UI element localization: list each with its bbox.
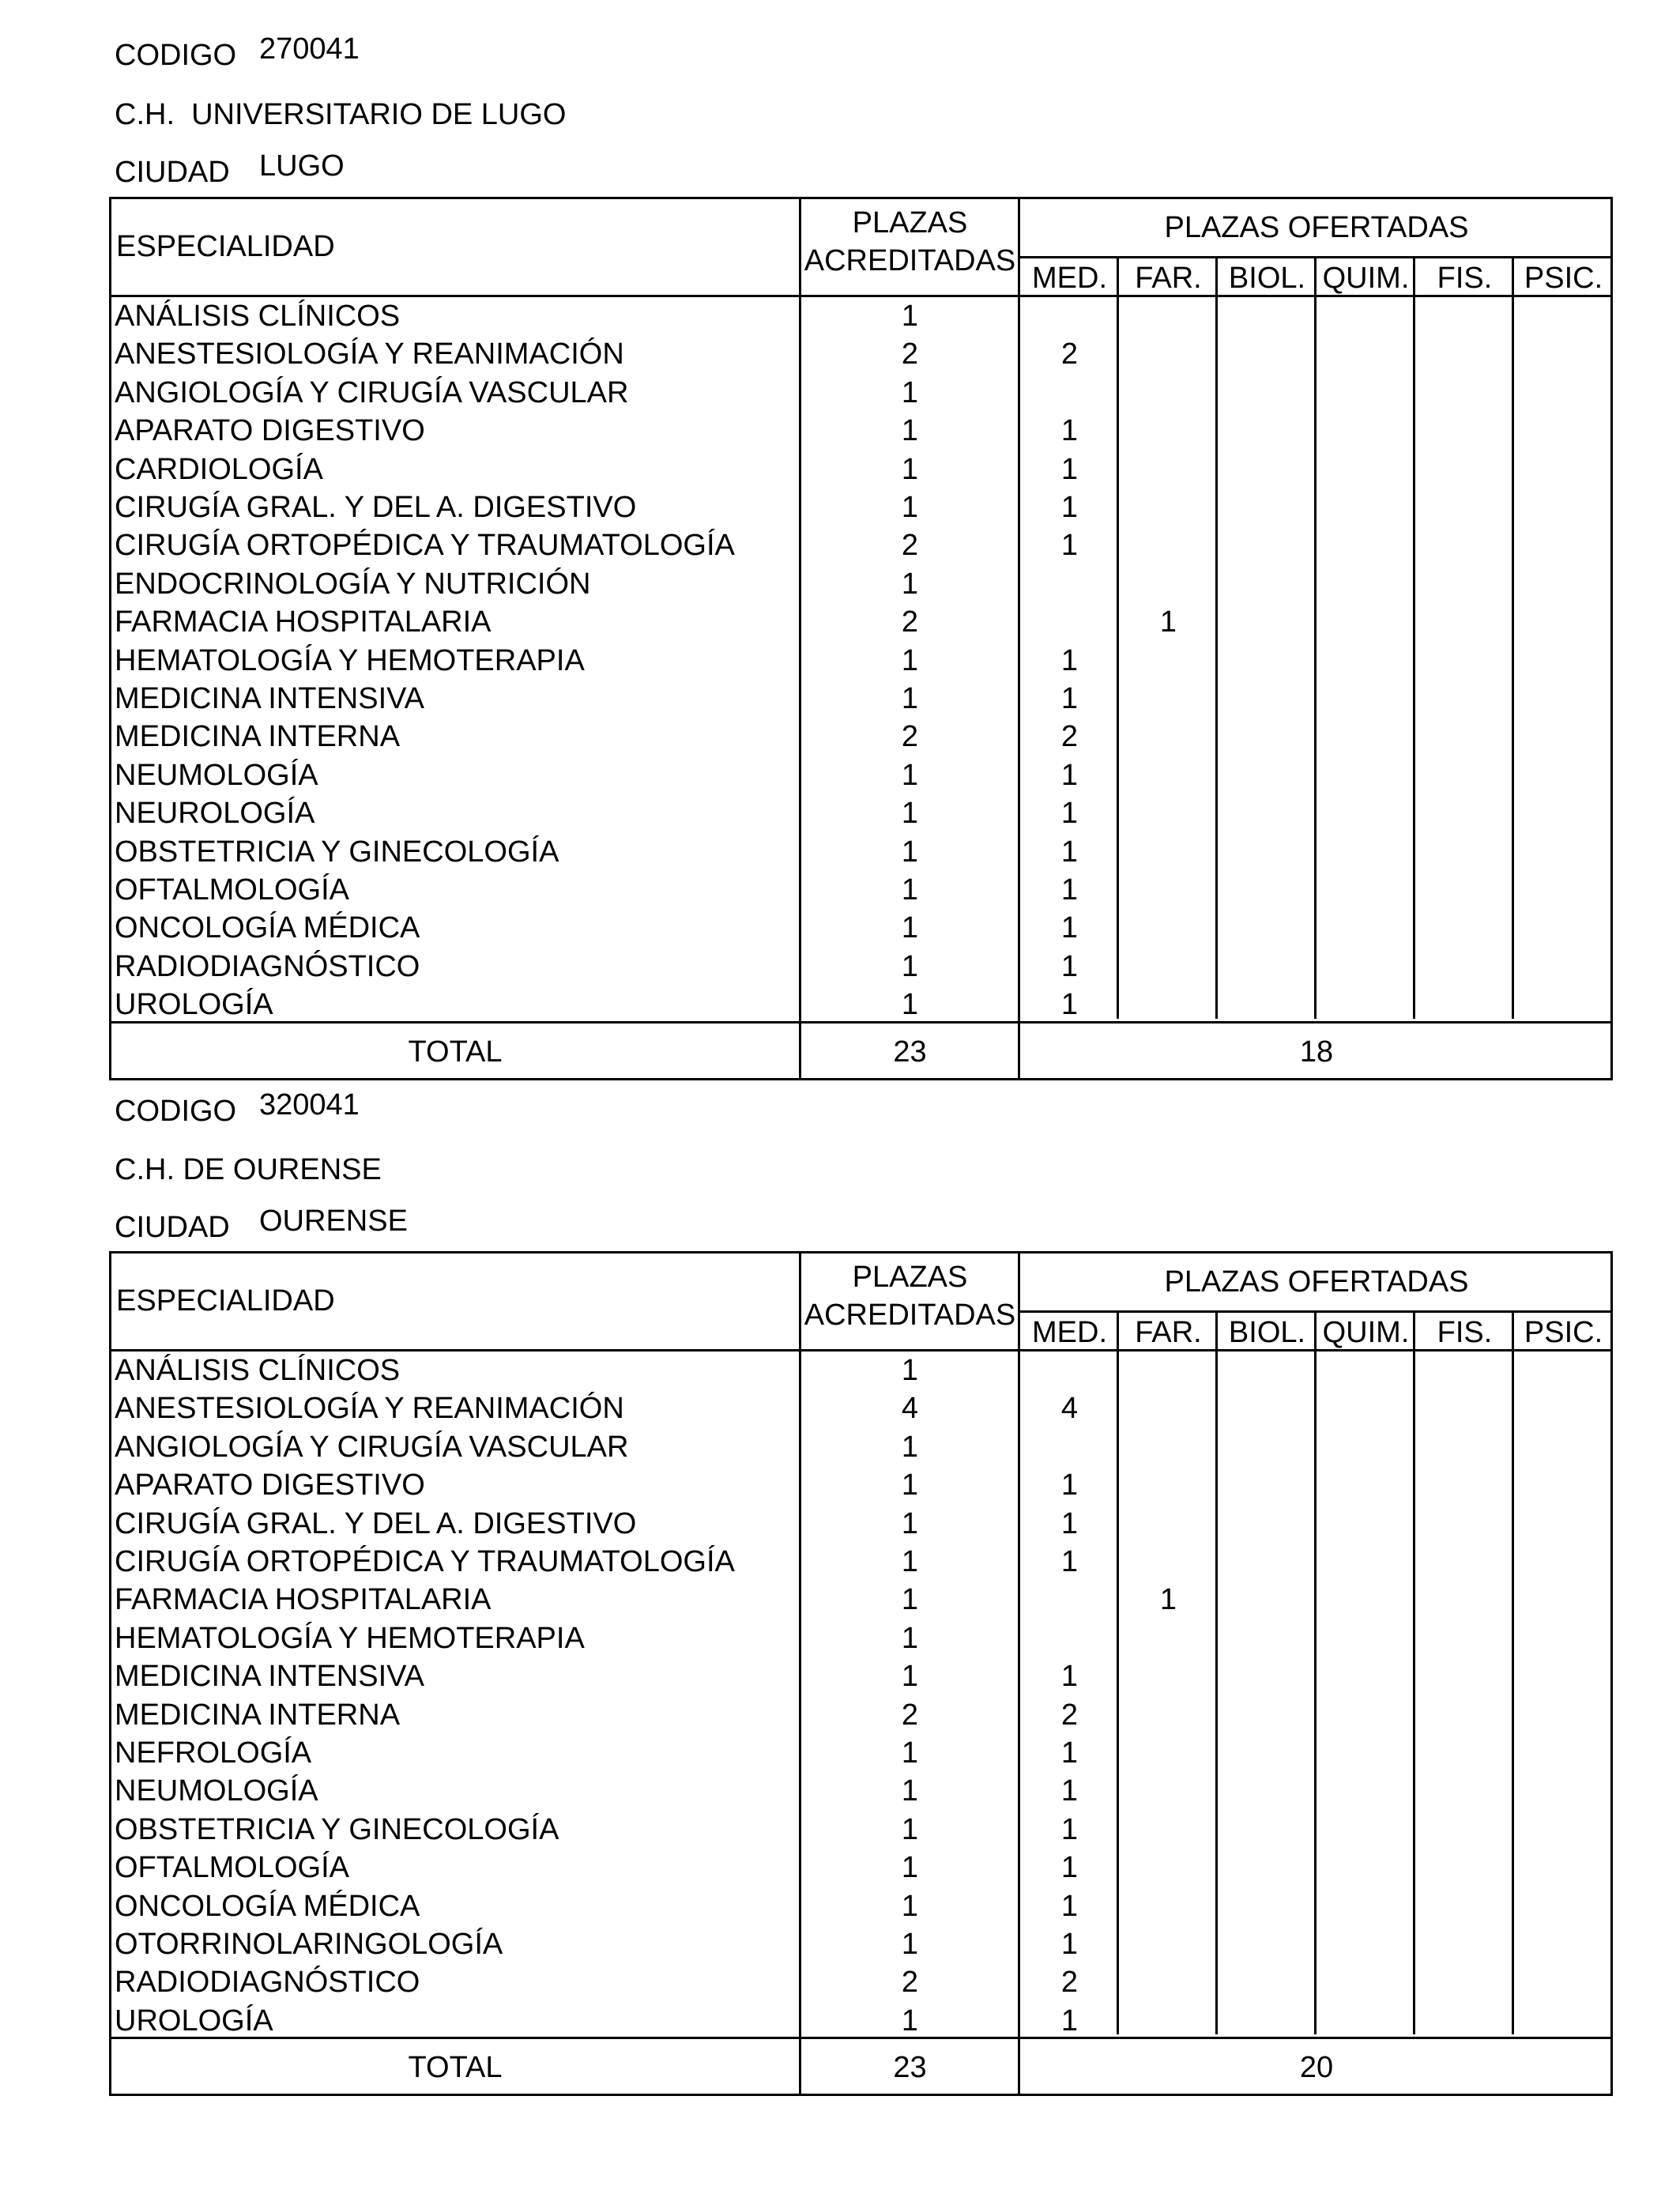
header-fis: FIS. [1437,1316,1493,1349]
far-value [1119,1657,1218,1695]
header-especialidad: ESPECIALIDAD [116,1284,335,1318]
ciudad-label: CIUDAD [115,156,230,189]
med-value: 1 [1060,529,1079,563]
far-value [1119,1428,1218,1466]
codigo-value: 320041 [259,1088,360,1122]
plazas-acreditadas-value: 2 [901,720,919,754]
table-row [111,1619,1610,1657]
far-value: 1 [1159,1583,1177,1617]
specialty-name: NEUROLOGÍA [115,797,315,831]
plazas-acreditadas-value: 1 [901,2004,919,2038]
med-value [1020,565,1119,603]
table-row [111,756,1610,794]
table-row [111,1389,1610,1427]
plazas-acreditadas-value: 1 [901,1545,919,1578]
table-row [111,2002,1610,2040]
specialty-name: MEDICINA INTENSIVA [115,682,425,715]
header-plazas-ofertadas: PLAZAS OFERTADAS [1164,211,1469,244]
specialty-name: ANGIOLOGÍA Y CIRUGÍA VASCULAR [115,375,629,409]
header-far: FAR. [1135,262,1202,295]
med-value: 2 [1060,337,1079,371]
med-value [1020,1581,1119,1619]
codigo-line [0,32,1680,79]
specialty-name: OFTALMOLOGÍA [115,1851,350,1885]
far-value [1119,1811,1218,1849]
plazas-acreditadas-value: 1 [901,491,919,524]
specialty-name: NEFROLOGÍA [115,1736,312,1770]
far-value [1119,1772,1218,1810]
table-row [111,1543,1610,1581]
med-value: 2 [1060,1966,1079,2000]
specialty-name: MEDICINA INTERNA [115,720,401,754]
table-row [111,335,1610,373]
table-row [111,680,1610,718]
med-value: 1 [1060,1736,1079,1770]
specialty-name: APARATO DIGESTIVO [115,1468,425,1502]
far-value [1119,986,1218,1023]
med-value: 1 [1060,1506,1079,1540]
specialty-name: OBSTETRICIA Y GINECOLOGÍA [115,1812,559,1846]
total-label: TOTAL [408,2051,503,2084]
table-row [111,1351,1610,1389]
plazas-acreditadas-value: 1 [901,1430,919,1464]
far-value [1119,642,1218,680]
plazas-acreditadas-value: 1 [901,682,919,715]
med-value: 1 [1060,452,1079,486]
table-row [111,1925,1610,1963]
table-row [111,1811,1610,1849]
header-psic: PSIC. [1524,262,1603,295]
med-value [1020,1619,1119,1657]
plazas-acreditadas-value: 1 [901,835,919,869]
specialty-name: CARDIOLOGÍA [115,452,323,486]
plazas-acreditadas-value: 1 [901,1928,919,1961]
table-row [111,565,1610,603]
med-value: 1 [1060,414,1079,448]
med-value [1020,1351,1119,1389]
specialty-name: RADIODIAGNÓSTICO [115,949,420,983]
far-value [1119,374,1218,412]
plazas-acreditadas-value: 1 [901,1812,919,1846]
table-row [111,412,1610,450]
far-value [1119,565,1218,603]
specialty-name: HEMATOLOGÍA Y HEMOTERAPIA [115,1621,585,1655]
plazas-acreditadas-value: 1 [901,1889,919,1923]
med-value [1020,297,1119,335]
specialty-name: ONCOLOGÍA MÉDICA [115,911,420,945]
far-value [1119,1543,1218,1581]
med-value: 1 [1060,1660,1079,1694]
far-value [1119,1849,1218,1887]
table-row [111,1505,1610,1543]
specialty-name: ANESTESIOLOGÍA Y REANIMACIÓN [115,1392,624,1426]
specialty-name: APARATO DIGESTIVO [115,414,425,448]
ciudad-line [0,1204,1680,1251]
specialty-name: ENDOCRINOLOGÍA Y NUTRICIÓN [115,567,591,601]
table-row [111,488,1610,526]
far-value: 1 [1159,605,1177,639]
far-value [1119,1696,1218,1734]
table-row [111,1772,1610,1810]
header-quim: QUIM. [1322,262,1410,295]
plazas-acreditadas-value: 1 [901,643,919,677]
far-value [1119,1734,1218,1772]
med-value: 1 [1060,682,1079,715]
table-row [111,1581,1610,1619]
med-value: 1 [1060,1545,1079,1578]
header-plazas-ofertadas: PLAZAS OFERTADAS [1164,1265,1469,1299]
plazas-acreditadas-value: 1 [901,1583,919,1617]
plazas-acreditadas-value: 2 [901,1698,919,1732]
med-value: 1 [1060,1928,1079,1961]
far-value [1119,756,1218,794]
plazas-acreditadas-value: 1 [901,949,919,983]
med-value: 1 [1060,1468,1079,1502]
plazas-acreditadas-value: 1 [901,414,919,448]
far-value [1119,1925,1218,1963]
plazas-acreditadas-value: 1 [901,1468,919,1502]
table-row [111,1849,1610,1887]
specialty-name: ONCOLOGÍA MÉDICA [115,1889,420,1923]
plazas-acreditadas-value: 1 [901,873,919,907]
header-plazas-acreditadas [801,1258,1019,1334]
ciudad-label: CIUDAD [115,1211,230,1244]
specialty-name: RADIODIAGNÓSTICO [115,1966,420,2000]
specialty-name: HEMATOLOGÍA Y HEMOTERAPIA [115,643,585,677]
table-row [111,642,1610,680]
specialty-name: MEDICINA INTERNA [115,1698,401,1732]
plazas-acreditadas-value: 2 [901,337,919,371]
specialty-name: CIRUGÍA ORTOPÉDICA Y TRAUMATOLOGÍA [115,529,735,563]
plazas-table [109,197,1613,1080]
specialty-name: NEUMOLOGÍA [115,758,318,792]
far-value [1119,718,1218,756]
med-value: 1 [1060,1774,1079,1808]
specialty-name: OFTALMOLOGÍA [115,873,350,907]
specialty-name: FARMACIA HOSPITALARIA [115,1583,492,1617]
header-far: FAR. [1135,1316,1202,1349]
specialty-name: ANGIOLOGÍA Y CIRUGÍA VASCULAR [115,1430,629,1464]
specialty-name: CIRUGÍA ORTOPÉDICA Y TRAUMATOLOGÍA [115,1545,735,1578]
med-value [1020,1428,1119,1466]
med-value: 2 [1060,720,1079,754]
header-med: MED. [1032,262,1107,295]
table-row [111,1963,1610,2001]
ciudad-value: LUGO [259,149,345,183]
plazas-table [109,1251,1613,2096]
header-biol: BIOL. [1228,262,1306,295]
header-plazas-acreditadas-line2: ACREDITADAS [804,244,1016,277]
specialty-name: OTORRINOLARINGOLOGÍA [115,1928,503,1961]
med-value: 1 [1060,1851,1079,1885]
table-row [111,1466,1610,1504]
table-row [111,909,1610,947]
plazas-acreditadas-value: 1 [901,1736,919,1770]
specialty-name: FARMACIA HOSPITALARIA [115,605,492,639]
med-value: 1 [1060,758,1079,792]
header-quim: QUIM. [1322,1316,1410,1349]
med-value: 1 [1060,643,1079,677]
total-acreditadas: 23 [893,2051,927,2084]
table-row [111,374,1610,412]
far-value [1119,948,1218,986]
plazas-acreditadas-value: 1 [901,1621,919,1655]
far-value [1119,335,1218,373]
total-ofertadas: 20 [1299,2051,1334,2084]
table-row [111,986,1610,1023]
med-value [1020,603,1119,641]
plazas-acreditadas-value: 1 [901,758,919,792]
far-value [1119,450,1218,488]
specialty-name: MEDICINA INTENSIVA [115,1660,425,1694]
far-value [1119,412,1218,450]
table-row [111,1734,1610,1772]
far-value [1119,1505,1218,1543]
far-value [1119,680,1218,718]
header-med: MED. [1032,1316,1107,1349]
specialty-name: NEUMOLOGÍA [115,1774,318,1808]
far-value [1119,833,1218,871]
header-fis: FIS. [1437,262,1493,295]
table-row [111,1696,1610,1734]
total-ofertadas: 18 [1299,1035,1334,1069]
specialty-name: OBSTETRICIA Y GINECOLOGÍA [115,835,559,869]
table-row [111,1657,1610,1695]
header-psic: PSIC. [1524,1316,1603,1349]
ciudad-value: OURENSE [259,1204,408,1238]
specialty-name: UROLOGÍA [115,988,273,1022]
far-value [1119,1963,1218,2001]
far-value [1119,1466,1218,1504]
hospital-line [0,91,1680,138]
plazas-acreditadas-value: 1 [901,911,919,945]
codigo-value: 270041 [259,32,360,66]
plazas-acreditadas-value: 1 [901,797,919,831]
hospital-name: C.H. UNIVERSITARIO DE LUGO [115,98,567,131]
med-value: 1 [1060,911,1079,945]
ciudad-line [0,149,1680,196]
plazas-acreditadas-value: 4 [901,1392,919,1426]
hospital-line [0,1146,1680,1193]
codigo-label: CODIGO [115,1095,237,1128]
total-acreditadas: 23 [893,1035,927,1069]
far-value [1119,1887,1218,1925]
table-row [111,794,1610,832]
codigo-line [0,1088,1680,1135]
plazas-acreditadas-value: 1 [901,988,919,1022]
med-value: 1 [1060,1889,1079,1923]
table-row [111,948,1610,986]
specialty-name: UROLOGÍA [115,2004,273,2038]
med-value: 1 [1060,835,1079,869]
med-value: 1 [1060,1812,1079,1846]
table-row [111,450,1610,488]
plazas-acreditadas-value: 1 [901,567,919,601]
med-value: 1 [1060,491,1079,524]
med-value: 1 [1060,988,1079,1022]
plazas-acreditadas-value: 1 [901,1851,919,1885]
med-value: 4 [1060,1392,1079,1426]
total-row [111,2039,1610,2096]
total-row [111,1023,1610,1080]
specialty-name: CIRUGÍA GRAL. Y DEL A. DIGESTIVO [115,491,637,524]
far-value [1119,1619,1218,1657]
header-biol: BIOL. [1228,1316,1306,1349]
far-value [1119,297,1218,335]
header-especialidad: ESPECIALIDAD [116,230,335,263]
far-value [1119,794,1218,832]
med-value [1020,374,1119,412]
specialty-name: CIRUGÍA GRAL. Y DEL A. DIGESTIVO [115,1506,637,1540]
total-label: TOTAL [408,1035,503,1069]
table-row [111,1887,1610,1925]
table-row [111,297,1610,335]
table-row [111,718,1610,756]
table-row [111,1428,1610,1466]
plazas-acreditadas-value: 1 [901,1660,919,1694]
header-plazas-acreditadas-line1: PLAZAS [852,1261,968,1294]
far-value [1119,1389,1218,1427]
plazas-acreditadas-value: 1 [901,1506,919,1540]
far-value [1119,909,1218,947]
far-value [1119,488,1218,526]
far-value [1119,871,1218,909]
med-value: 2 [1060,1698,1079,1732]
table-row [111,871,1610,909]
far-value [1119,526,1218,564]
header-plazas-acreditadas-line2: ACREDITADAS [804,1299,1016,1332]
med-value: 1 [1060,2004,1079,2038]
specialty-name: ANESTESIOLOGÍA Y REANIMACIÓN [115,337,624,371]
plazas-acreditadas-value: 2 [901,529,919,563]
specialty-name: ANÁLISIS CLÍNICOS [115,300,401,333]
table-row [111,526,1610,564]
table-row [111,833,1610,871]
far-value [1119,2002,1218,2040]
med-value: 1 [1060,797,1079,831]
header-plazas-acreditadas-line1: PLAZAS [852,206,968,239]
plazas-acreditadas-value: 1 [901,1354,919,1387]
specialty-name: ANÁLISIS CLÍNICOS [115,1354,401,1387]
plazas-acreditadas-value: 1 [901,1774,919,1808]
med-value: 1 [1060,949,1079,983]
plazas-acreditadas-value: 2 [901,1966,919,2000]
table-row [111,603,1610,641]
plazas-acreditadas-value: 1 [901,375,919,409]
plazas-acreditadas-value: 1 [901,452,919,486]
plazas-acreditadas-value: 1 [901,300,919,333]
med-value: 1 [1060,873,1079,907]
plazas-acreditadas-value: 2 [901,605,919,639]
far-value [1119,1351,1218,1389]
codigo-label: CODIGO [115,39,237,72]
hospital-name: C.H. DE OURENSE [115,1153,382,1186]
header-plazas-acreditadas [801,204,1019,280]
